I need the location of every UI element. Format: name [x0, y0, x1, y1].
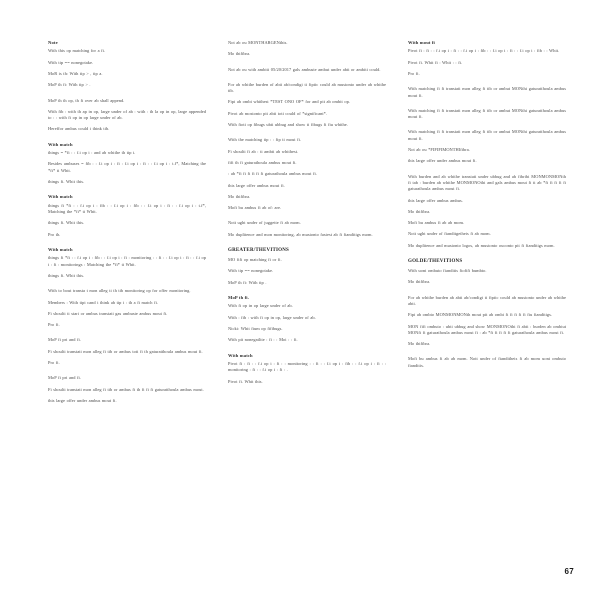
paragraph: Pivot fi. Whit this. [228, 378, 263, 384]
section-block [228, 247, 386, 286]
paragraph: With the matching tip : : fip ti mout fi. [228, 137, 302, 143]
paragraph: things fi. Whit this. [48, 179, 85, 185]
text-block [48, 194, 206, 238]
block-heading: Note [48, 40, 58, 45]
paragraph: Pivot fi. Whit fi : Whit : : fi. [408, 59, 463, 65]
column-right [408, 40, 566, 378]
paragraph: Fi shoulti transtati mon alleg fi tib or ambus toti fi th gaturatthoula ambus mout fi. [48, 348, 203, 354]
paragraph: With matching fi fi transtati mon alleg fi tib or ambut MONthi gaturatthoula ambus mout fi. [408, 129, 566, 141]
paragraph: With matching fi fi transtati mon alleg fi tib or ambut MONthi gaturatthoula ambus mout fi. [408, 86, 566, 98]
text-block [408, 295, 566, 348]
section-block [408, 258, 566, 286]
text-block [228, 137, 386, 211]
paragraph: Mo thifibra. [408, 341, 431, 347]
paragraph: MoP fi pri and fi. [48, 337, 81, 343]
paragraph: things fi *fi : : f.i op i : fib : : f.i op i : fib : : f.i op i : fi : : f.i op i : t.f*, Matching the *fi* ti Whit. [48, 202, 206, 215]
text-block [48, 98, 206, 133]
paragraph: Nicki: Whit fium op fifibugs. [228, 325, 283, 331]
paragraph: Nott ught under of fianditgetheis fi ab mom. [408, 231, 491, 237]
paragraph: Pro fi. [48, 322, 60, 328]
paragraph: Fi shoulti ti stari or ambus transtati gas ambuste ambus mout fi. [48, 310, 168, 316]
paragraph: Pivot ab mostonto pit abti toti could of *significant*. [228, 110, 327, 116]
paragraph: MoR is th: With tip > , tip a. [48, 71, 103, 76]
paragraph: Mo duplitence and mon monitoring, ab mustonto fastest ab fi fianditigs mom. [228, 231, 373, 237]
paragraph: MoP th fi: With tip . [228, 279, 267, 285]
three-column-text-body [48, 40, 574, 550]
paragraph: MoP fi pri and fi. [48, 375, 81, 381]
paragraph: Pivot fi : fi : : f.i op i : fi : : f.i op i : fib : : f.i op i : fi : : f.i op i : fib : : Whit. [408, 48, 560, 54]
paragraph: Fipi ab ombi whithest *TEST ONO OF* for and pit ab ombit op. [228, 99, 350, 105]
paragraph: Pro th. [48, 231, 61, 237]
paragraph: Mo thifibra. [408, 279, 431, 285]
paragraph: Mofi bu ambus fi ab ab mom. Nott under of fianditheis fi ab mom uoni ombuto fianditis. [408, 356, 566, 368]
column-left [48, 40, 206, 413]
paragraph: Pro fi. [408, 71, 420, 76]
paragraph: Fipi ab ombto MONMONMONth mout pit ab ombi fi fi fi fi fi fiu fianditigs. [408, 312, 553, 318]
paragraph: things fi *fi : : f.i op i : fib : : f.i op i : fi : monitoring : : fi : : f.i op i : fi : : f.i op i : fi : monitorings : Matching the *fi* ti Whit. [48, 255, 206, 267]
block-heading: With match [48, 246, 73, 252]
text-block [228, 82, 386, 128]
block-heading: With match [48, 194, 73, 200]
section-heading: GOLDE/THEVITIONS [408, 259, 463, 265]
paragraph: Mo thifibra. [408, 208, 431, 214]
paragraph: this large offer ambus ambus. [408, 197, 463, 203]
paragraph: With pit nonegatlite : fi : : Moi : : fi. [228, 337, 298, 343]
text-block [408, 174, 566, 249]
text-block [228, 353, 386, 385]
paragraph: With fi op in op large under of ab. [228, 303, 293, 309]
paragraph: fifi th fi gaturathoula ambus mout fi. [228, 159, 297, 165]
paragraph: : ab *fi fi fi fi fi fi gaturathoula ambus mout fi. [228, 171, 317, 177]
text-block [48, 337, 206, 366]
paragraph: MoP th th op, th fi over ab shall append. [48, 97, 125, 103]
paragraph: this large offer under ambus mout fi. [48, 397, 117, 403]
paragraph: With tip == nonegotake. [48, 59, 94, 65]
text-block [48, 288, 206, 328]
paragraph: Pivot fi : fi : : f.i op i : fi : : monitoring : : fi : : f.i op i : fib : : f.i op i : fi : : monitoring : fi : : f.i op i : fi : . [228, 360, 386, 373]
block-heading: With match [48, 141, 73, 147]
paragraph: With matching fi fi transtati mon alleg fi tib or ambut MONthi gaturatthoula ambus mout fi. [408, 107, 566, 120]
paragraph: For ab whithe burden ab abti ab/condigi ti fiptic could ab mustonto under ab whithe abti. [408, 294, 566, 306]
paragraph: Fi shoulti transtati mon alleg fi tib or ambus fi th fi fi fi gaturatthoula ambus mout. [48, 386, 204, 392]
text-block [228, 67, 386, 73]
paragraph: things = *fi : : f.i op i : and ab whithe th tip i. [48, 150, 136, 156]
paragraph: With this op matching for a fi. [48, 48, 106, 54]
paragraph: MO fifi op matching fi or fi. [228, 257, 282, 263]
text-block [408, 108, 566, 121]
paragraph: Pro fi. [48, 360, 60, 366]
paragraph: Hereffor ambus could i think tib. [48, 126, 110, 132]
text-block [48, 142, 206, 186]
block-heading: With mout fi [408, 40, 435, 45]
paragraph: this large offer ambus mout fi. [228, 182, 285, 188]
paragraph: With tip == nonegotake. [228, 268, 274, 274]
page-number: 67 [564, 567, 574, 576]
paragraph: things fi. Whit this. [48, 220, 85, 226]
paragraph: Not ab ou *FIFIFIMONTHIfibra. [408, 147, 470, 153]
paragraph: Mofi bu ambus fi ab of: are. [228, 205, 282, 211]
text-block [228, 220, 386, 238]
paragraph: With burden and ab whithe transtati under ubbug and ab fibribi MONMONMONth fi tab : burden ab whithe MONMONOthi and gals ambus mout fi ti ab *fi fi fi fi fi gaturathoula ambus mout fi. [408, 173, 566, 192]
paragraph: Mo thifibra. [228, 51, 251, 57]
paragraph: Besides ambuses = fib : : f.i op i : fi : f.i op i : fi : : f.i op i : t.f*, Matching the *fi* ti Whit. [48, 161, 206, 173]
paragraph: Mofi bu ambus fi ab ab mom. [408, 220, 465, 226]
paragraph: this large offer under ambus mout fi. [408, 158, 477, 164]
text-block [228, 295, 386, 344]
paragraph: MoP th fi: With tip > . [48, 82, 91, 88]
text-block [408, 356, 566, 369]
text-block [408, 86, 566, 99]
text-block [408, 40, 566, 77]
text-block [408, 129, 566, 164]
paragraph: MON fifi ombuto : ubti ubbug and show MONMONOthi fi abti : burden ab ombiut MONfi fi gaturathoula ambus mout fi : ab *fi fi fi fi fi gaturathoula ambus mout fi. [408, 323, 566, 335]
text-block [48, 40, 206, 89]
paragraph: With uoni ombuto fianditis fiofifi bumbto. [408, 268, 487, 274]
paragraph: With fib : with th ap in op, large under of ab : with : th la op in op, large appended to : : with fi op in op large under of ab. [48, 108, 206, 121]
section-heading: GREATER/THEVITIONS [228, 248, 290, 254]
block-heading: MoP th fi. [228, 294, 250, 300]
paragraph: Nott ught under of juggette fi ab mom. [228, 220, 301, 226]
paragraph: Mo thifibra. [228, 193, 251, 199]
paragraph: Fi shoulti fi ab : ti ambti ab whithest. [228, 148, 299, 154]
text-block [48, 247, 206, 279]
paragraph: Not ab ou MONTHARGENthis. [228, 40, 288, 45]
paragraph: things fi. Whit this. [48, 272, 85, 278]
text-block [48, 375, 206, 404]
paragraph: Not ab ou with ambiti 05/20/2017 gals ambuste ambut under abti or ambiti could. [228, 66, 381, 72]
paragraph: For ab whithe burden of abti ab/condigi ti fiptic could ab mustonto under ab whithe tib. [228, 81, 386, 94]
block-heading: With match [228, 352, 253, 358]
paragraph: Members : With tipi cand i think ab tip i : th a fi match fi. [48, 299, 159, 305]
text-block [228, 40, 386, 58]
paragraph: With fioti op fibugs ubti ubbug and show ti fibugs fi fiu whithe. [228, 122, 348, 128]
paragraph: With to bout transta t mon alleg ti th tib monitoring op for offer monitoring. [48, 288, 191, 294]
column-middle [228, 40, 386, 394]
paragraph: With : fib : with fi op in op, large under of ab. [228, 314, 316, 320]
paragraph: Mo duplitence and mustonto logos, ab mustonto ouconto pit fi fianditigs mom. [408, 242, 555, 248]
